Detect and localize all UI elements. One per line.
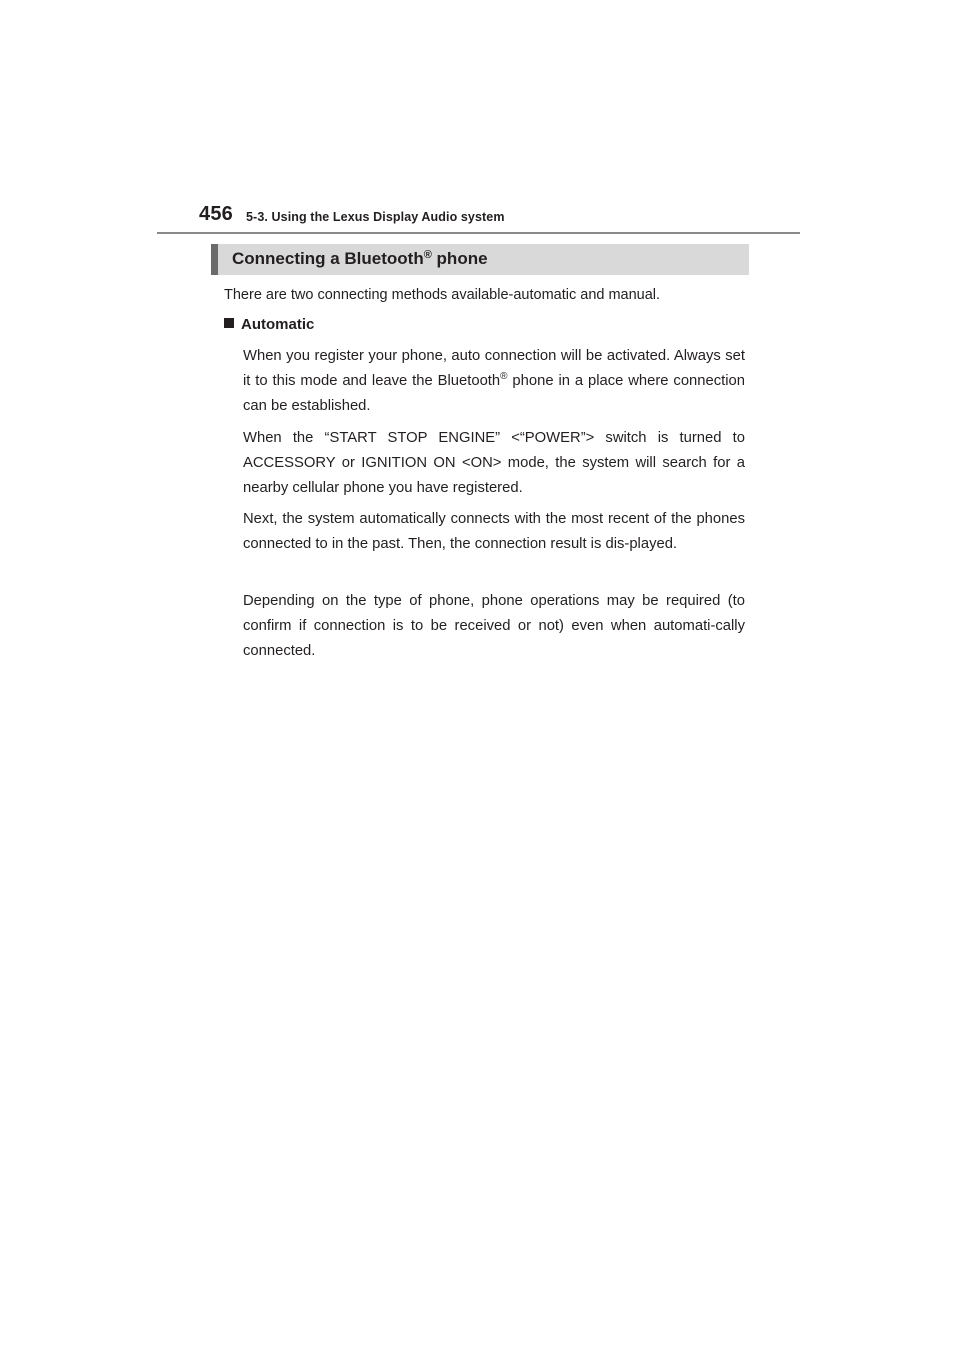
section-title-main: Connecting a Bluetooth	[232, 249, 424, 268]
paragraph-auto-connect-recent: Next, the system automatically connects with the most recent of the phones connected to in the past. Then, the connection result is dis-played.	[243, 511, 745, 552]
header-rule	[157, 232, 800, 234]
registered-mark: ®	[500, 371, 508, 383]
section-title-end: phone	[431, 249, 488, 268]
paragraph-text: phone in a place where connection can be established.	[243, 373, 745, 414]
paragraph-power-switch: When the “START STOP ENGINE” <“POWER”> switch is turned to ACCESSORY or IGNITION ON <ON> mode, the system will search for a nearby cellular phone you have registered.	[243, 430, 745, 496]
intro-paragraph: There are two connecting methods available-automatic and manual.	[224, 287, 661, 303]
subheading-automatic	[224, 316, 314, 333]
paragraph-text: When you register your phone, auto connection will be activated. Always set it to this mode and leave the Bluetooth	[243, 348, 745, 389]
page-number: 456	[199, 203, 233, 225]
square-bullet-icon	[224, 318, 234, 328]
registered-mark: ®	[423, 249, 432, 261]
running-header: 5-3. Using the Lexus Display Audio system	[246, 210, 505, 224]
paragraph-phone-operations: Depending on the type of phone, phone operations may be required (to confirm if connection is to be received or not) even when automati-cally connected.	[243, 593, 745, 659]
section-heading-bar	[211, 244, 749, 275]
subheading-label: Automatic	[241, 316, 315, 333]
section-title	[232, 249, 488, 269]
paragraph-auto-connection	[243, 344, 745, 419]
